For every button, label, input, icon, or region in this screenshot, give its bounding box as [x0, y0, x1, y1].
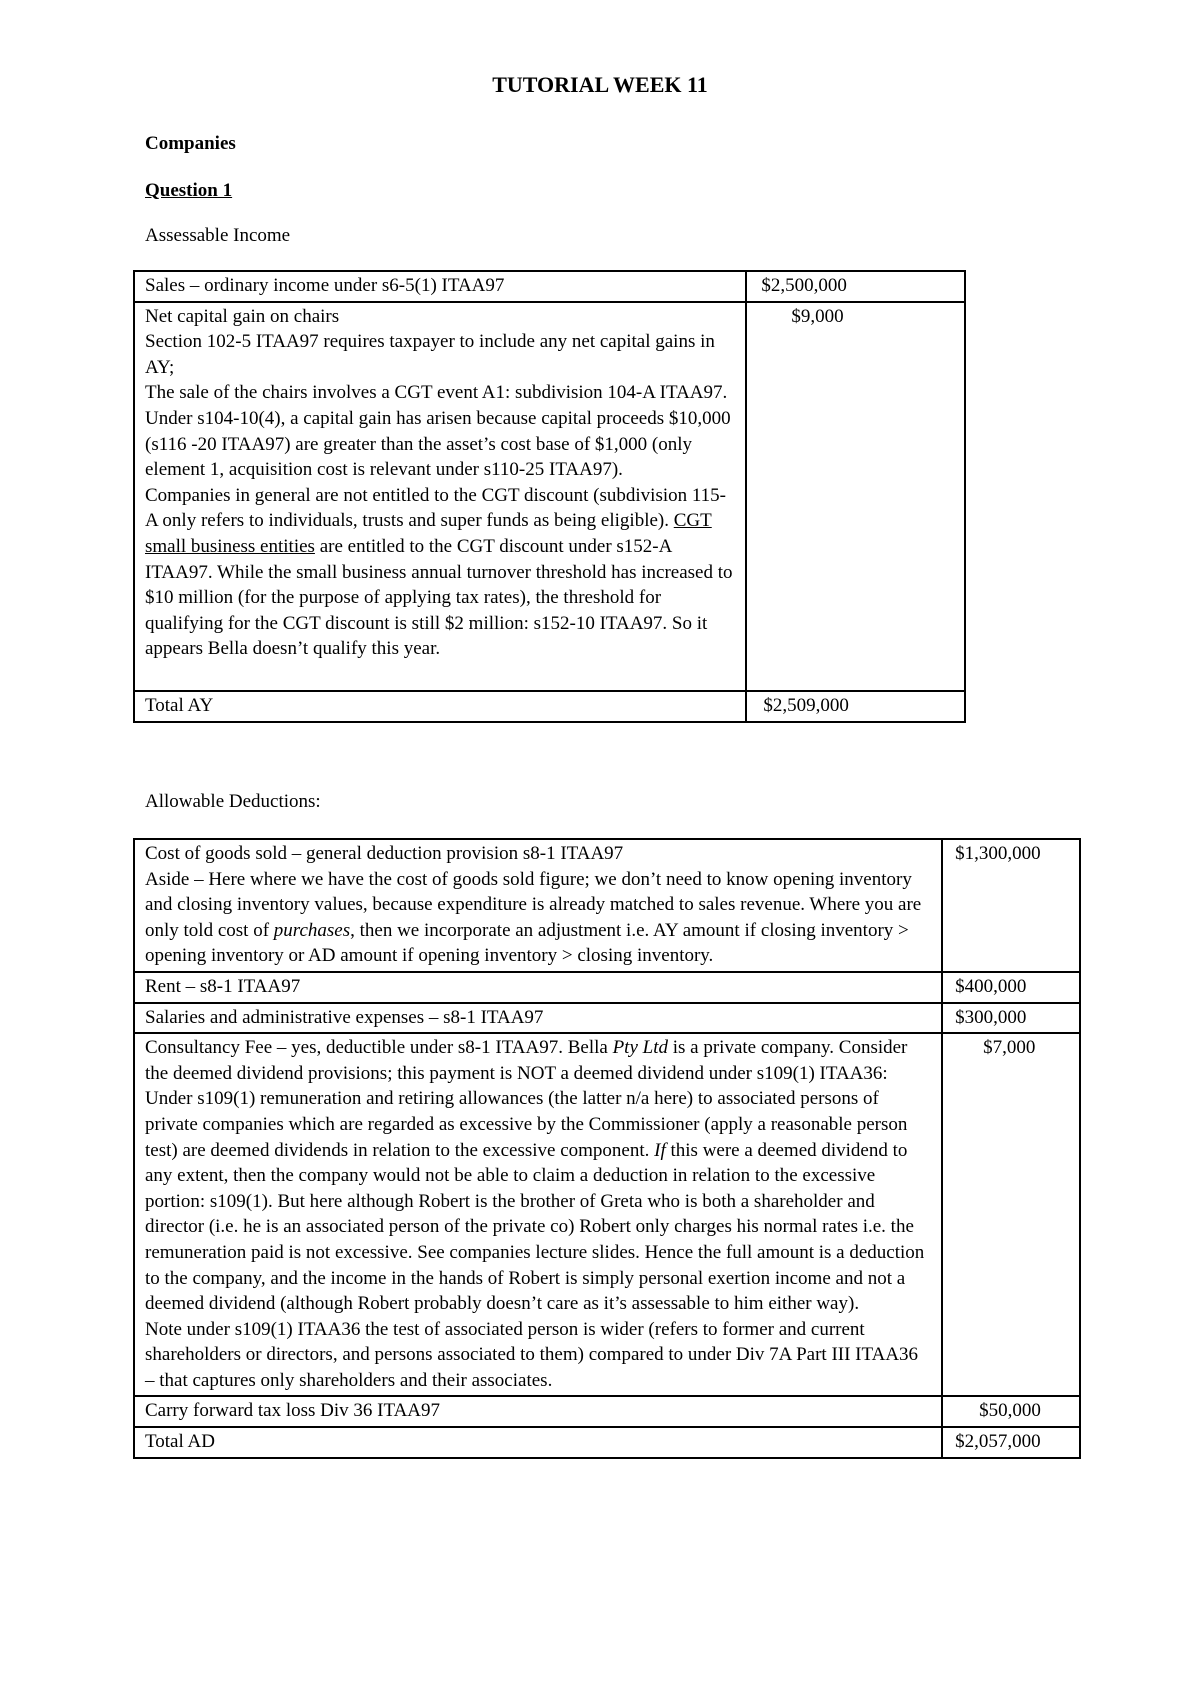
- table-row: [134, 1427, 1080, 1458]
- table-row: [134, 691, 965, 722]
- table-row: [134, 839, 1080, 972]
- table-cell-amount: $400,000: [942, 972, 1080, 1003]
- table-cell-amount: $9,000: [746, 302, 965, 691]
- paragraph-text: Aside – Here where we have the cost of goods sold figure; we don’t need to know opening inventory and closing inventory values, because expenditure is already matched to sales revenue. Where you are only told cost of: [145, 868, 922, 941]
- paragraph-text: Under s109(1) remuneration and retiring allowances (the latter n/a here) to associated persons of private companies which are regarded as excessive by the Commissioner (apply a reasonable person test) are deemed dividends in relation to the excessive component.: [145, 1088, 908, 1161]
- paragraph: [145, 1086, 931, 1316]
- emphasis: If: [654, 1139, 666, 1161]
- table-cell-amount: $2,509,000: [746, 691, 965, 722]
- table-cell-description: Total AY: [134, 691, 746, 722]
- table-row: [134, 1396, 1080, 1427]
- paragraph: Note under s109(1) ITAA36 the test of associated person is wider (refers to former and current shareholders or directors, and persons associated to them) compared to under Div 7A Part III ITAA36 – that captures only shareholders and their associates.: [145, 1318, 919, 1391]
- paragraph-text: is a private company. Consider the deemed dividend provisions; this payment is NOT a deemed dividend under s109(1) ITAA36:: [145, 1037, 908, 1084]
- table-cell-amount: $7,000: [942, 1033, 1080, 1396]
- table-cell-amount: $2,057,000: [942, 1427, 1080, 1458]
- paragraph: [145, 867, 931, 969]
- row-title: Cost of goods sold – general deduction provision s8-1 ITAA97: [145, 843, 624, 864]
- paragraph: [145, 1035, 931, 1086]
- emphasis: purchases: [273, 919, 351, 941]
- question-heading: Question 1: [145, 180, 233, 201]
- paragraph: The sale of the chairs involves a CGT event A1: subdivision 104-A ITAA97. Under s104-10(4), a capital gain has arisen because capital proceeds $10,000 (s116 -20 ITAA97) are greater than the asset’s cost base of $1,000 (only element 1, acquisition cost is relevant under s110-25 ITAA97).: [145, 382, 731, 481]
- table-row: [134, 271, 965, 302]
- table-cell-amount: $1,300,000: [942, 839, 1080, 972]
- paragraph-text: , then we incorporate an adjustment i.e. AY amount if closing inventory > opening inventory or AD amount if opening inventory > closing inventory.: [145, 919, 909, 967]
- table-cell-amount: $2,500,000: [746, 271, 965, 302]
- page-title: TUTORIAL WEEK 11: [492, 72, 708, 97]
- allowable-deductions-table: [133, 838, 1081, 1459]
- paragraph: [145, 483, 735, 662]
- emphasis: Pty Ltd: [612, 1037, 668, 1059]
- underlined-term: CGT small business entities: [145, 510, 712, 557]
- paragraph-text: Companies in general are not entitled to the CGT discount (subdivision 115-A only refers to individuals, trusts and super funds as being eligible).: [145, 484, 726, 532]
- paragraph-text: are entitled to the CGT discount under s152-A ITAA97. While the small business annual turnover threshold has increased to $10 million (for the purpose of applying tax rates), the threshold for qualifying for the CGT discount is still $2 million: s152-10 ITAA97. So it appears Bella doesn’t qualify this year.: [145, 535, 733, 660]
- table-row: [134, 972, 1080, 1003]
- table-cell-description: Sales – ordinary income under s6-5(1) ITAA97: [134, 271, 746, 302]
- table-row: [134, 1033, 1080, 1396]
- section-heading: Companies: [145, 133, 236, 154]
- assessable-income-table: [133, 270, 966, 723]
- allowable-deductions-heading: Allowable Deductions:: [145, 791, 321, 812]
- table-cell-description: [134, 839, 942, 972]
- paragraph-text: Consultancy Fee – yes, deductible under s8-1 ITAA97. Bella: [145, 1037, 608, 1059]
- paragraph: Section 102-5 ITAA97 requires taxpayer to include any net capital gains in AY;: [145, 331, 715, 378]
- table-cell-description: Total AD: [134, 1427, 942, 1458]
- table-cell-description: Rent – s8-1 ITAA97: [134, 972, 942, 1003]
- assessable-income-heading: Assessable Income: [145, 225, 291, 246]
- table-cell-amount: $300,000: [942, 1003, 1080, 1034]
- table-cell-amount: $50,000: [942, 1396, 1080, 1427]
- row-title: Net capital gain on chairs: [145, 305, 340, 327]
- paragraph-text: this were a deemed dividend to any extent, then the company would not be able to claim a deduction in relation to the excessive portion: s109(1). But here although Robert is the brother of Greta who is both a shareholder and director (i.e. he is an associated person of the private co) Robert only charges his normal rates i.e. the remuneration paid is not excessive. See companies lecture slides. Hence the full amount is a deduction to the company, and the income in the hands of Robert is simply personal exertion income and not a deemed dividend (although Robert probably doesn’t care as it’s assessable to him either way).: [145, 1139, 925, 1315]
- table-cell-description: Salaries and administrative expenses – s8-1 ITAA97: [134, 1003, 942, 1034]
- table-cell-description: Carry forward tax loss Div 36 ITAA97: [134, 1396, 942, 1427]
- table-row: [134, 1003, 1080, 1034]
- table-cell-description: [134, 302, 746, 691]
- table-cell-description: [134, 1033, 942, 1396]
- table-row: [134, 302, 965, 691]
